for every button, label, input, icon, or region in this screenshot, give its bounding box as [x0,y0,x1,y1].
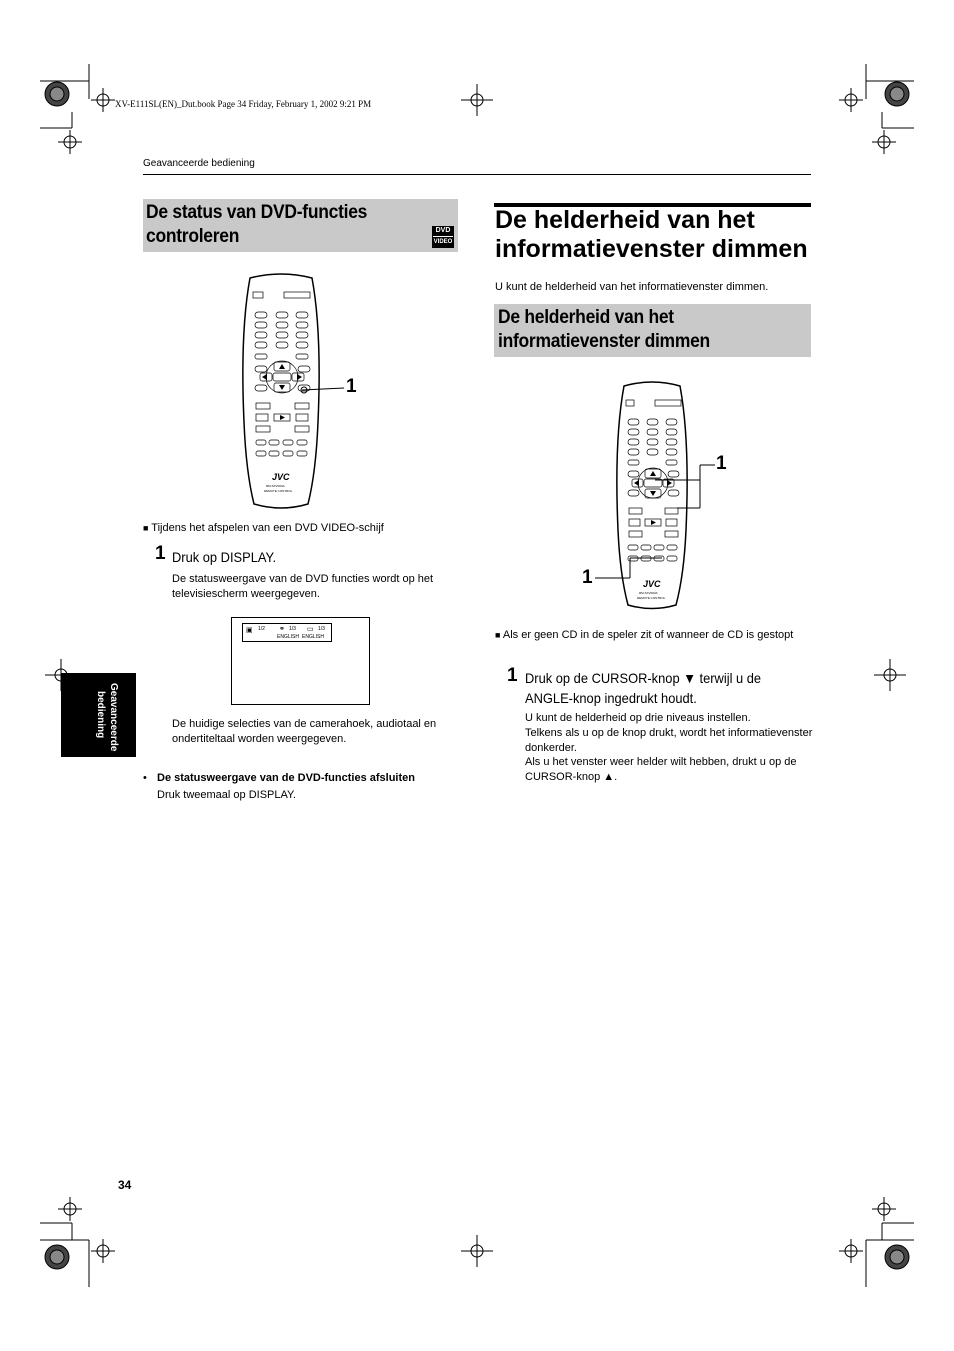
audio-icon: ⚭ [279,626,285,633]
left-section-title-box [143,199,458,252]
remote-model-right: RM-SXV003A [639,591,658,595]
dvd-logo-text: DVD [435,227,451,234]
side-tab-line2: bediening [95,691,106,739]
right-intro: U kunt de helderheid van het informatievenster dimmen. [495,281,769,293]
page-number: 34 [118,1178,132,1192]
audio-value: 1/3 [289,626,296,632]
left-step-body: De statusweergave van de DVD functies wordt op het televisiescherm weergegeven. [172,573,434,600]
left-section-title: De status van DVD-functies controleren [146,202,368,247]
jvc-logo: JVC [272,472,290,482]
jvc-logo-right: JVC [643,579,661,589]
remote-label-right: REMOTE CONTROL [637,596,666,600]
status-bar [242,623,332,642]
callout-lines-right [590,450,720,590]
right-step-heading: Druk op de CURSOR-knop ▼ terwijl u de ANGLE-knop ingedrukt houdt. [525,670,762,706]
callout-number-right-upper: 1 [716,453,727,474]
left-step-number: 1 [155,543,166,564]
right-condition [495,628,815,643]
right-step-body-3: Als u het venster weer helder wilt hebben, drukt u op de CURSOR-knop ▲. [525,756,797,783]
header-rule [143,174,811,175]
square-bullet-icon: ■ [143,523,149,533]
video-logo-text: VIDEO [433,236,453,247]
side-tab-line1: Geavanceerde [108,683,119,752]
page-title: De helderheid van het informatievenster dimmen [495,206,808,263]
subtitle-language: ENGLISH [302,634,324,640]
left-bullet-body: Druk tweemaal op DISPLAY. [157,789,296,801]
right-step-body-2: Telkens als u op de knop drukt, wordt het informatievenster donkerder. [525,727,813,754]
callout-number-right-lower: 1 [582,567,593,588]
remote-model: RM-SXV003A [266,484,285,488]
left-bullet-heading: De statusweergave van de DVD-functies afsluiten [157,772,415,784]
right-condition-text: Als er geen CD in de speler zit of wanneer de CD is gestopt [502,629,794,641]
left-step-heading: Druk op DISPLAY. [172,549,277,565]
left-condition-text: Tijdens het afspelen van een DVD VIDEO-schijf [151,522,384,534]
book-header: XV-E111SL(EN)_Dut.book Page 34 Friday, February 1, 2002 9:21 PM [115,99,372,109]
callout-line-left [300,370,350,400]
angle-value: 1/2 [258,626,265,632]
right-section-title-box [494,304,811,357]
dvd-video-logo [432,226,454,248]
right-section-title: De helderheid van het informatievenster dimmen [498,307,710,352]
square-bullet-icon-right: ■ [495,630,501,640]
subtitle-icon: ▭ [307,626,314,633]
left-bullet: • De statusweergave van de DVD-functies afsluiten [143,772,415,784]
left-condition [143,521,384,536]
right-step-number: 1 [507,665,518,686]
chapter-side-tab [61,673,136,757]
tv-screen-illustration [231,617,370,705]
right-step-body-1: U kunt de helderheid op drie niveaus instellen. [525,712,751,724]
callout-number-left: 1 [346,376,357,397]
left-after-screen-text: De huidige selecties van de camerahoek, audiotaal en ondertiteltaal worden weergegeven. [172,718,437,745]
section-label: Geavanceerde bediening [143,158,255,169]
audio-language: ENGLISH [277,634,299,640]
subtitle-value: 1/3 [318,626,325,632]
camera-icon: ▣ [246,627,253,634]
remote-label: REMOTE CONTROL [264,489,293,493]
